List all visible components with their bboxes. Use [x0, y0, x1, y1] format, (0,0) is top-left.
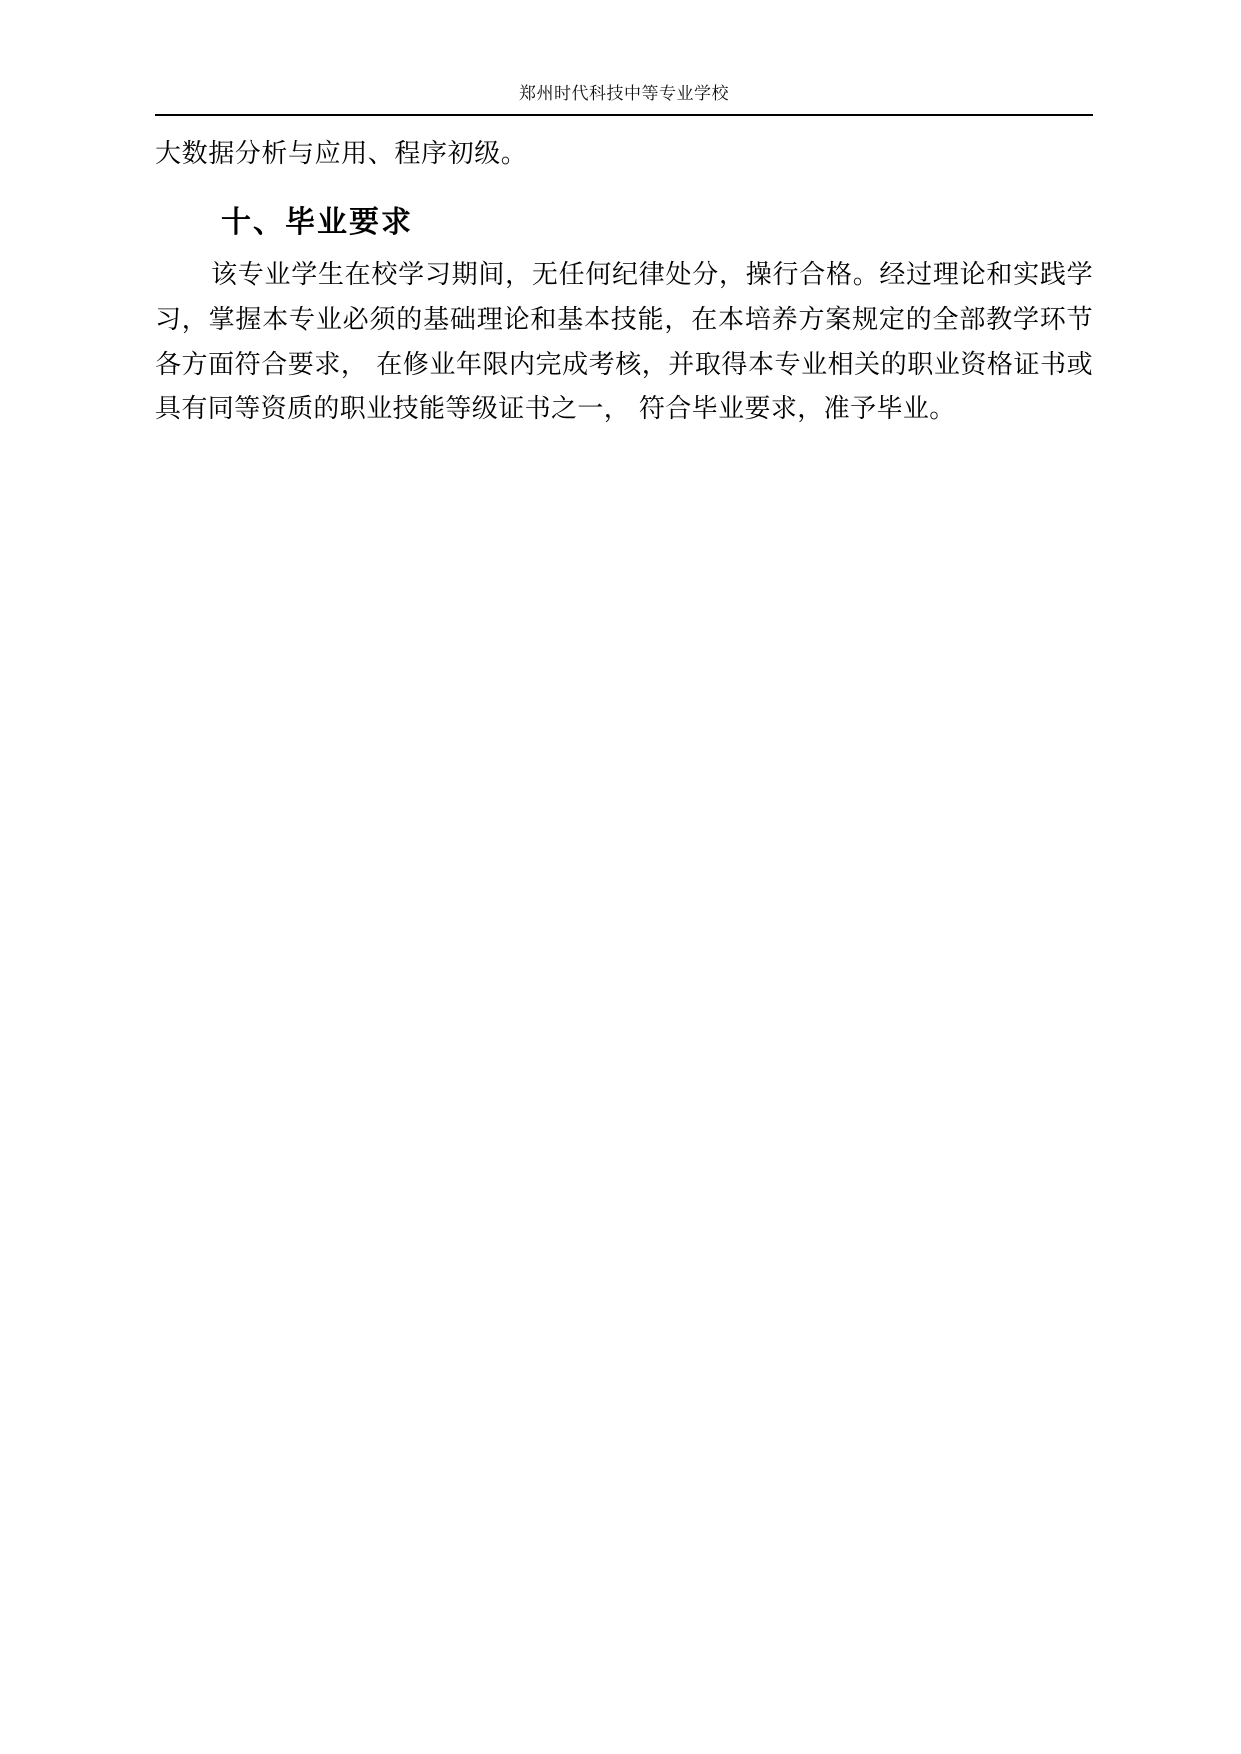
document-body [155, 134, 1093, 432]
page-content-area [155, 0, 1093, 1754]
page-header [155, 84, 1093, 104]
section-paragraph-graduation-requirements: 该专业学生在校学习期间，无任何纪律处分，操行合格。经过理论和实践学习，掌握本专业必须的基础理论和基本技能，在本培养方案规定的全部教学环节各方面符合要求， 在修业年限内完成考核，并取得本专业相关的职业资格证书或具有同等资质的职业技能等级证书之一， 符合毕业要求，准予毕业。 [155, 260, 1093, 425]
continued-paragraph: 大数据分析与应用、程序初级。 [155, 139, 528, 169]
header-school-name: 郑州时代科技中等专业学校 [519, 84, 729, 104]
header-divider-rule [155, 114, 1093, 116]
section-heading-graduation-requirements: 十、毕业要求 [221, 205, 413, 241]
